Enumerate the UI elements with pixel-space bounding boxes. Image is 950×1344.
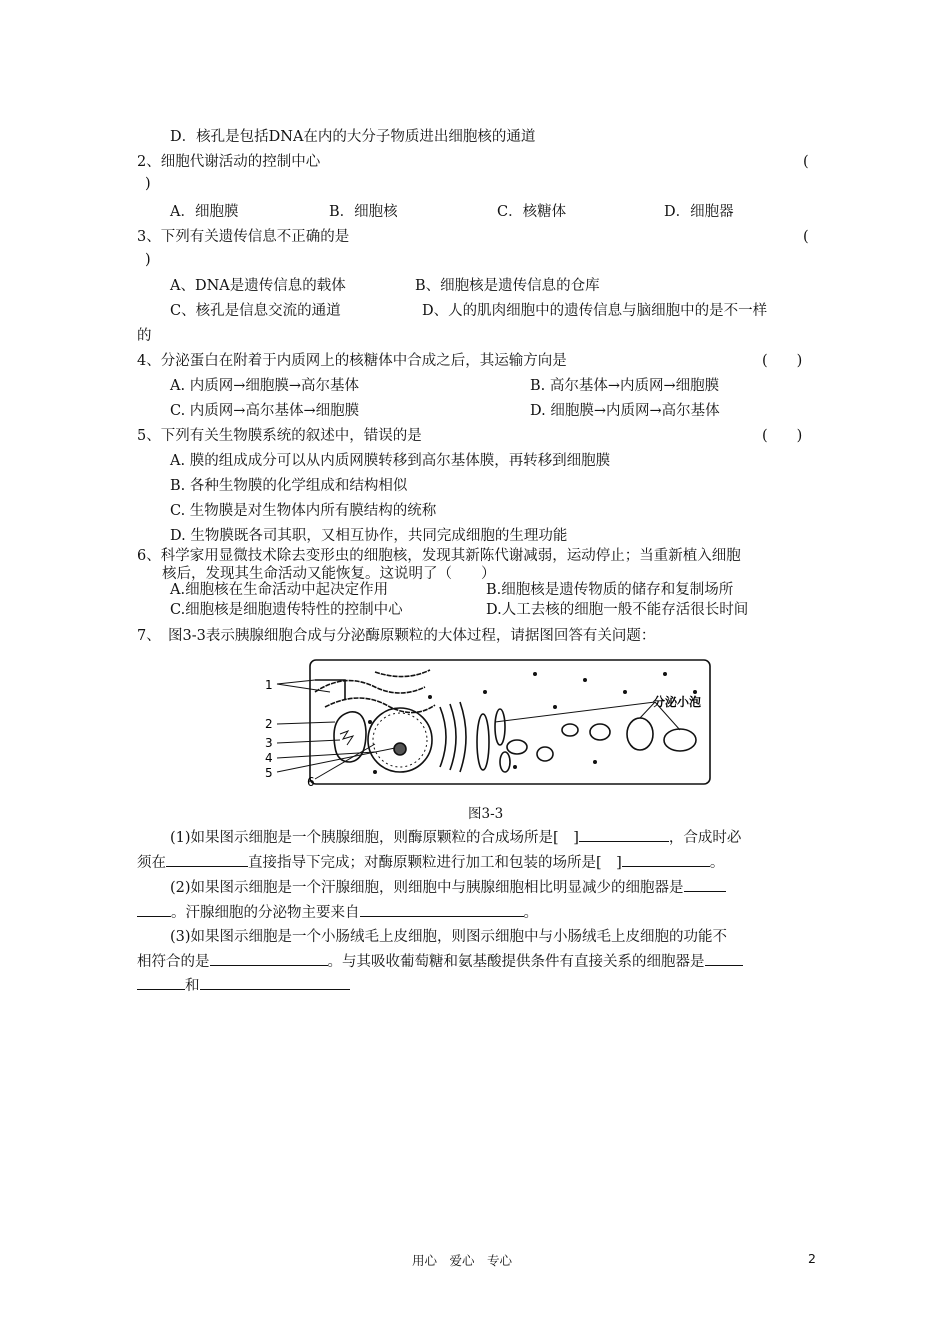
golgi xyxy=(440,702,466,772)
label-1: 1 xyxy=(265,678,273,692)
q6-stem-line2: 核后，发现其生命活动又能恢复。这说明了（ ） xyxy=(162,566,496,582)
figure-caption: 图3-3 xyxy=(468,806,504,822)
answer-blank[interactable] xyxy=(137,902,171,917)
answer-blank[interactable] xyxy=(137,975,185,990)
q3-option-d-cont: 的 xyxy=(137,328,152,344)
q7-part1-line2: 须在 直接指导下完成；对酶原颗粒进行加工和包装的场所是[ ] 。 xyxy=(137,852,724,873)
secretory-vesicle xyxy=(590,724,610,740)
q2-option-a: A．细胞膜 xyxy=(170,204,239,220)
q3-option-b: B、细胞核是遗传信息的仓库 xyxy=(415,278,600,294)
label-2: 2 xyxy=(265,717,273,731)
q5-paren: ( ) xyxy=(762,428,803,444)
q6-option-b: B.细胞核是遗传物质的储存和复制场所 xyxy=(486,582,734,598)
q2-stem: 2、细胞代谢活动的控制中心 xyxy=(137,154,321,170)
q7-stem: 7、 图3-3表示胰腺细胞合成与分泌酶原颗粒的大体过程，请据图回答有关问题： xyxy=(137,628,656,644)
q4-paren: ( ) xyxy=(762,353,803,369)
q2-option-c: C．核糖体 xyxy=(497,204,567,220)
nucleolus xyxy=(394,743,406,755)
q2-paren-close: ) xyxy=(145,176,151,192)
q4-option-c: C. 内质网→高尔基体→细胞膜 xyxy=(170,403,360,419)
q3-option-d: D、人的肌肉细胞中的遗传信息与脑细胞中的是不一样 xyxy=(422,303,768,319)
q7-part3-line1: (3)如果图示细胞是一个小肠绒毛上皮细胞，则图示细胞中与小肠绒毛上皮细胞的功能不 xyxy=(170,929,728,945)
q7-part2-line2: 。汗腺细胞的分泌物主要来自 。 xyxy=(137,902,538,923)
q5-option-b: B. 各种生物膜的化学组成和结构相似 xyxy=(170,478,408,494)
label-5: 5 xyxy=(265,766,273,780)
label-6: 6 xyxy=(307,775,315,789)
footer-motto: 用心 爱心 专心 xyxy=(412,1253,513,1268)
q4-stem: 4、分泌蛋白在附着于内质网上的核糖体中合成之后，其运输方向是 xyxy=(137,353,567,369)
q6-option-c: C.细胞核是细胞遗传特性的控制中心 xyxy=(170,602,403,618)
answer-blank[interactable] xyxy=(622,852,710,867)
q6-stem-line1: 6、科学家用显微技术除去变形虫的细胞核，发现其新陈代谢减弱，运动停止；当重新植入细胞 xyxy=(137,548,741,564)
answer-blank[interactable] xyxy=(579,827,669,842)
cell-diagram xyxy=(255,652,735,797)
q3-option-c: C、核孔是信息交流的通道 xyxy=(170,303,341,319)
label-4: 4 xyxy=(265,751,273,765)
q5-option-a: A. 膜的组成成分可以从内质网膜转移到高尔基体膜，再转移到细胞膜 xyxy=(170,453,611,469)
q3-paren-open: ( xyxy=(803,229,809,245)
q2-option-b: B．细胞核 xyxy=(329,204,398,220)
q7-part3-line3: 和 xyxy=(137,975,350,996)
q4-option-d: D. 细胞膜→内质网→高尔基体 xyxy=(530,403,720,419)
answer-blank[interactable] xyxy=(200,975,350,990)
q3-paren-close: ) xyxy=(145,252,151,268)
q4-option-b: B. 高尔基体→内质网→细胞膜 xyxy=(530,378,720,394)
page-number: 2 xyxy=(808,1251,816,1266)
q2-paren-open: ( xyxy=(803,154,809,170)
answer-blank[interactable] xyxy=(705,951,743,966)
vesicle-label: 分泌小泡 xyxy=(653,695,702,709)
q5-stem: 5、下列有关生物膜系统的叙述中，错误的是 xyxy=(137,428,422,444)
q5-option-c: C. 生物膜是对生物体内所有膜结构的统称 xyxy=(170,503,437,519)
rough-er xyxy=(315,670,435,713)
answer-blank[interactable] xyxy=(166,852,248,867)
nucleus xyxy=(368,708,432,772)
label-3: 3 xyxy=(265,736,273,750)
q5-option-d: D. 生物膜既各司其职，又相互协作，共同完成细胞的生理功能 xyxy=(170,528,568,544)
answer-blank[interactable] xyxy=(210,951,328,966)
q6-option-a: A.细胞核在生命活动中起决定作用 xyxy=(170,582,389,598)
q1-option-d: D．核孔是包括DNA在内的大分子物质进出细胞核的通道 xyxy=(170,129,536,145)
q4-option-a: A. 内质网→细胞膜→高尔基体 xyxy=(170,378,359,394)
q7-part3-line2: 相符合的是 。与其吸收葡萄糖和氨基酸提供条件有直接关系的细胞器是 xyxy=(137,951,743,972)
answer-blank[interactable] xyxy=(684,877,726,892)
q2-option-d: D．细胞器 xyxy=(664,204,734,220)
answer-blank[interactable] xyxy=(360,902,524,917)
q7-part1-line1: (1)如果图示细胞是一个胰腺细胞，则酶原颗粒的合成场所是[ ] ，合成时必 xyxy=(170,827,741,848)
q6-option-d: D.人工去核的细胞一般不能存活很长时间 xyxy=(486,602,749,618)
q3-stem: 3、下列有关遗传信息不正确的是 xyxy=(137,229,350,245)
q7-part2-line1: (2)如果图示细胞是一个汗腺细胞，则细胞中与胰腺细胞相比明显减少的细胞器是 xyxy=(170,877,726,898)
q3-option-a: A、DNA是遗传信息的载体 xyxy=(170,278,346,294)
